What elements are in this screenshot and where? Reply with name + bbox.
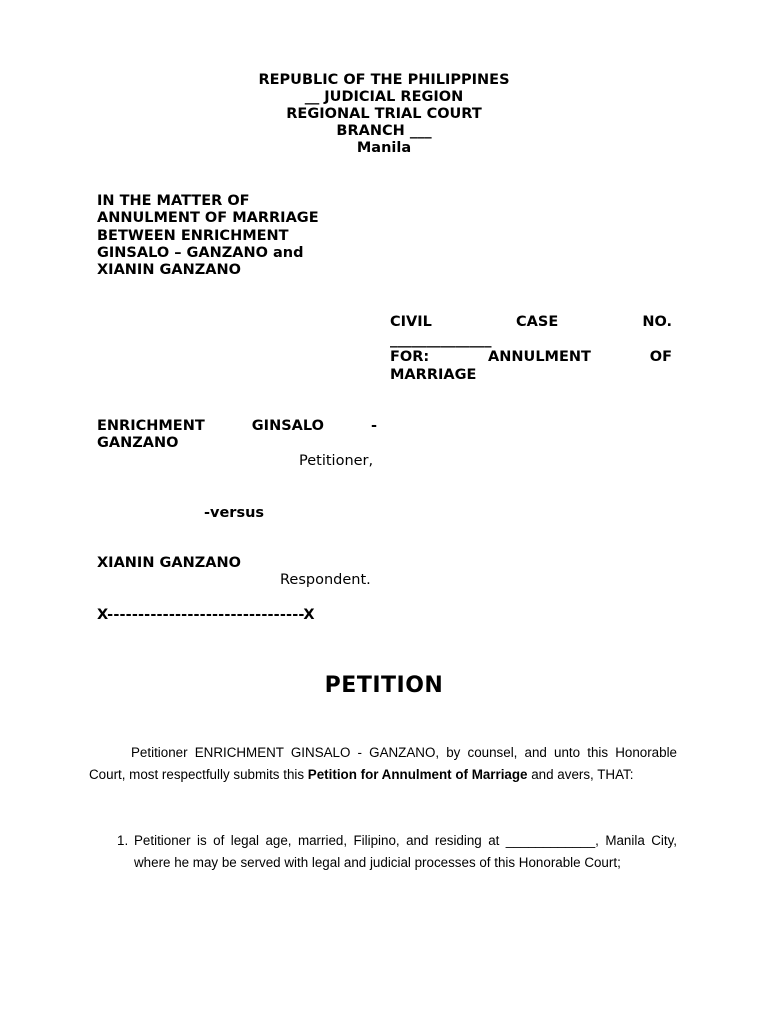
- petitioner-name: [97, 418, 377, 453]
- intro-text: Petitioner ENRICHMENT GINSALO - GANZANO, by counsel, and unto this Honorable Court, most respectfully submits this: [89, 745, 677, 783]
- intro-bold-title: Petition for Annulment of Marriage: [307, 767, 528, 783]
- list-item-text: Petitioner is of legal age, married, Filipino, and residing at ____________, Manila City, where he may be served with legal and judicial processes of this Honorable Court;: [134, 833, 677, 871]
- list-item-number: 1.: [117, 833, 129, 848]
- numbered-list: [89, 830, 677, 875]
- annulment-word: ANNULMENT: [488, 349, 591, 365]
- list-item-number-cell: [89, 830, 134, 875]
- petitioner-first: ENRICHMENT: [97, 418, 205, 434]
- matter-line: GINSALO – GANZANO and: [97, 244, 304, 261]
- no-word: NO.: [642, 314, 672, 330]
- matter-line: ANNULMENT OF MARRIAGE: [97, 210, 319, 227]
- respondent-name: XIANIN GANZANO: [97, 555, 241, 571]
- intro-text-end: and avers, THAT:: [527, 767, 634, 783]
- header-city: Manila: [356, 140, 412, 156]
- matter-line: IN THE MATTER OF: [97, 193, 250, 209]
- header-judicial-region: __ JUDICIAL REGION: [304, 89, 464, 105]
- matter-line: XIANIN GANZANO: [97, 262, 241, 279]
- case-word: CASE: [516, 314, 559, 330]
- of-word: OF: [649, 349, 672, 365]
- petitioner-role: Petitioner,: [299, 453, 374, 469]
- case-number-blank: ______________: [390, 331, 492, 348]
- matter-line: BETWEEN ENRICHMENT: [97, 227, 289, 244]
- petitioner-last: GANZANO: [97, 435, 179, 452]
- intro-paragraph: [89, 742, 677, 787]
- for-line: [390, 349, 672, 367]
- respondent-role: Respondent.: [280, 572, 371, 588]
- header-republic: REPUBLIC OF THE PHILIPPINES: [258, 72, 510, 88]
- case-number-block: [390, 314, 672, 384]
- caption-separator: X--------------------------------X: [97, 607, 315, 623]
- versus-label: -versus: [204, 505, 265, 521]
- for-word: FOR:: [390, 349, 430, 365]
- civil-case-line: [390, 314, 672, 332]
- court-header: [0, 72, 768, 157]
- list-item: [89, 830, 677, 875]
- petitioner-middle: GINSALO: [251, 418, 324, 434]
- document-title: PETITION: [324, 673, 444, 698]
- civil-word: CIVIL: [390, 314, 432, 330]
- header-court: REGIONAL TRIAL COURT: [286, 106, 482, 122]
- petitioner-name-line: [97, 418, 377, 435]
- marriage-word: MARRIAGE: [390, 366, 477, 383]
- matter-caption: [97, 193, 377, 279]
- petitioner-dash: -: [370, 418, 377, 434]
- header-branch: BRANCH ___: [336, 123, 432, 139]
